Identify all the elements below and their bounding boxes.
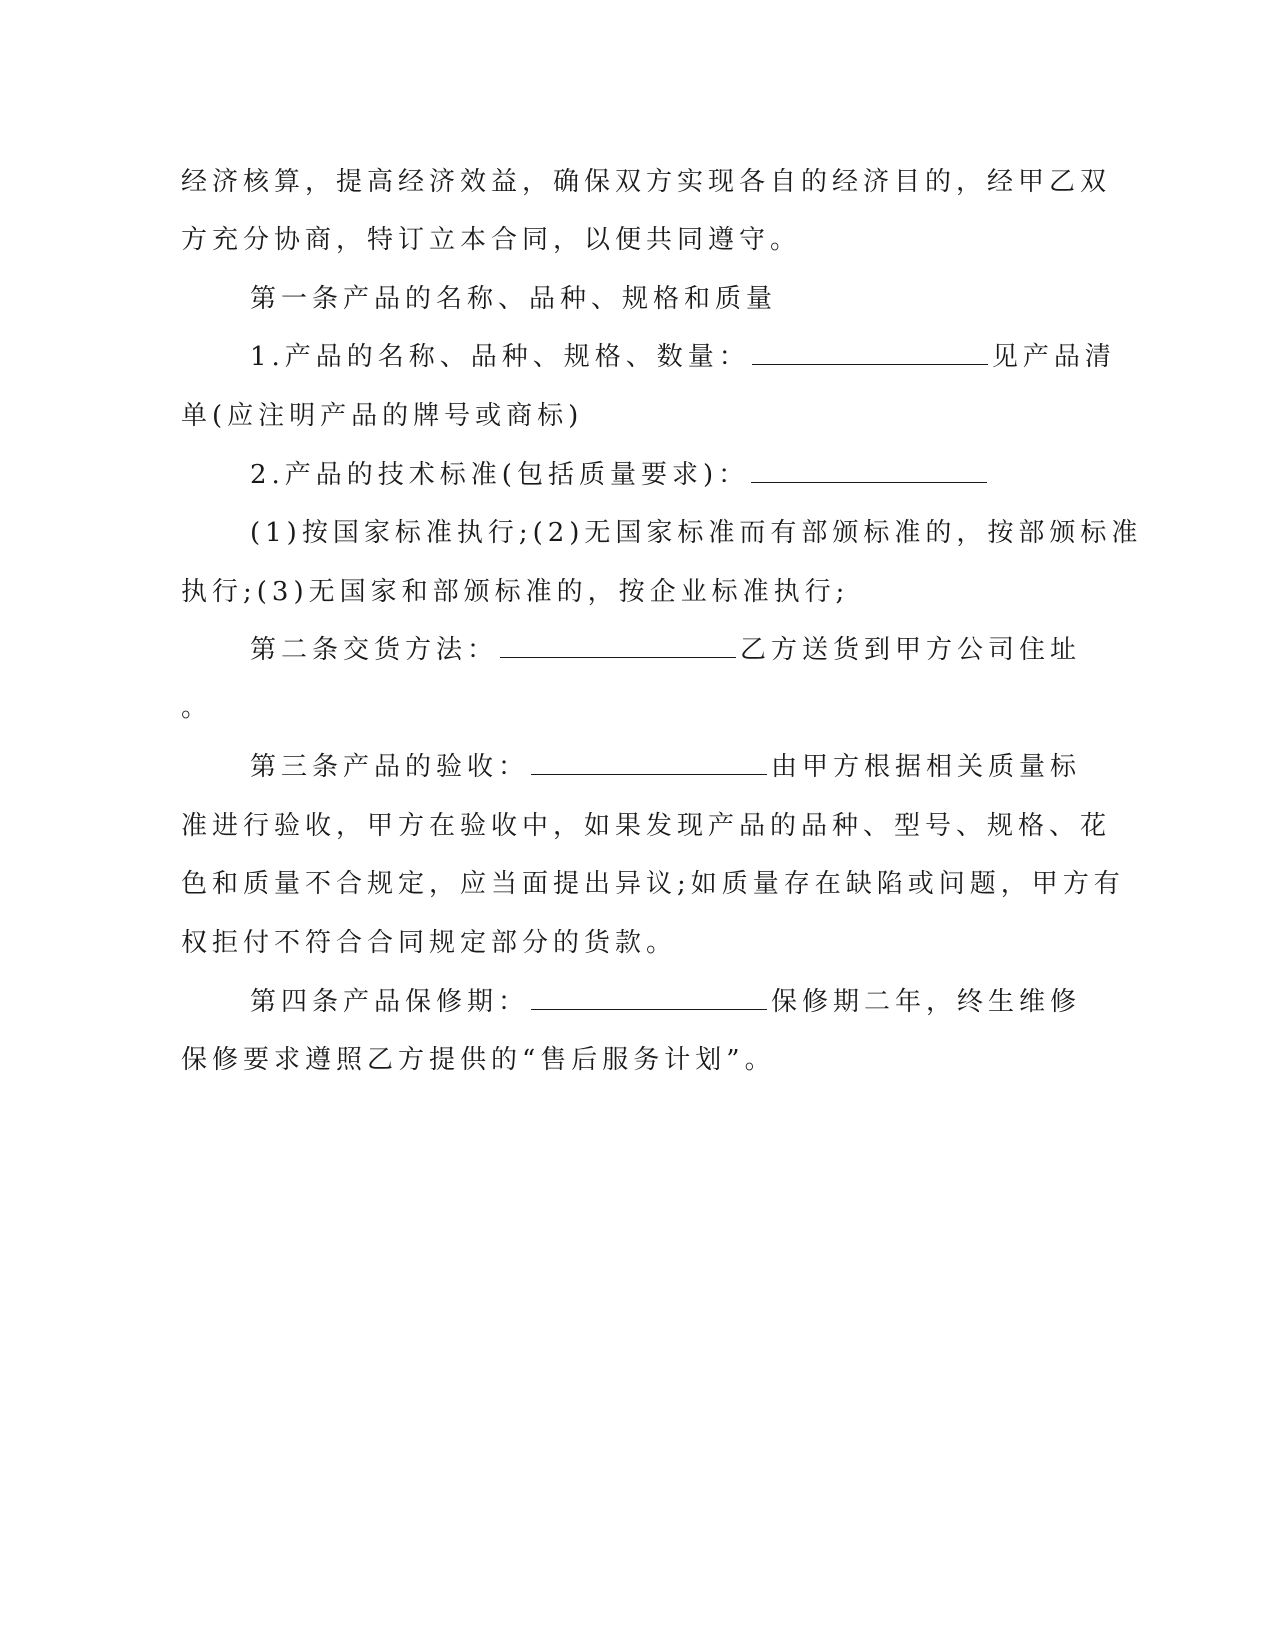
paragraph-line — [181, 572, 849, 612]
text: 1.产品的名称、品种、规格、数量： — [250, 342, 750, 372]
text: 执行;(3)无国家和部颁标准的，按企业标准执行; — [181, 577, 850, 607]
paragraph-line — [250, 455, 991, 495]
article-heading — [250, 982, 1081, 1022]
paragraph-line — [181, 923, 677, 963]
text: 。 — [181, 693, 213, 723]
text: 由甲方根据相关质量标 — [771, 752, 1082, 782]
paragraph-line — [181, 864, 1125, 904]
text: 第一条产品的名称、品种、规格和质量 — [250, 284, 778, 314]
paragraph-line — [181, 396, 583, 436]
paragraph-line — [250, 337, 1116, 377]
text: 经济核算，提高经济效益，确保双方实现各自的经济目的，经甲乙双 — [181, 167, 1112, 197]
text: 单(应注明产品的牌号或商标) — [181, 401, 584, 431]
text: 乙方送货到甲方公司住址 — [740, 635, 1082, 665]
text: 准进行验收，甲方在验收中，如果发现产品的品种、型号、规格、花 — [181, 811, 1112, 841]
paragraph-line — [181, 806, 1111, 846]
article-heading — [250, 747, 1081, 787]
text: 保修要求遵照乙方提供的“售后服务计划”。 — [181, 1045, 776, 1075]
fill-in-blank[interactable] — [752, 338, 988, 365]
text: 见产品清 — [991, 342, 1116, 372]
fill-in-blank[interactable] — [531, 983, 767, 1010]
fill-in-blank[interactable] — [751, 456, 987, 483]
article-heading — [250, 279, 777, 319]
text: (1)按国家标准执行;(2)无国家标准而有部颁标准的，按部颁标准 — [250, 518, 1143, 548]
article-heading — [250, 630, 1081, 670]
fill-in-blank[interactable] — [531, 748, 767, 775]
text: 第三条产品的验收： — [250, 752, 530, 782]
paragraph-line — [181, 162, 1111, 202]
text: 第四条产品保修期： — [250, 987, 530, 1017]
text: 方充分协商，特订立本合同，以便共同遵守。 — [181, 225, 802, 255]
text: 第二条交货方法： — [250, 635, 499, 665]
paragraph-line — [181, 1040, 776, 1080]
fill-in-blank[interactable] — [500, 631, 736, 658]
paragraph-line — [181, 688, 212, 728]
text: 权拒付不符合合同规定部分的货款。 — [181, 928, 678, 958]
paragraph-line — [250, 513, 1142, 553]
text: 色和质量不合规定，应当面提出异议;如质量存在缺陷或问题，甲方有 — [181, 869, 1125, 899]
text: 保修期二年，终生维修 — [771, 987, 1082, 1017]
text: 2.产品的技术标准(包括质量要求)： — [250, 460, 750, 490]
paragraph-line — [181, 220, 801, 260]
